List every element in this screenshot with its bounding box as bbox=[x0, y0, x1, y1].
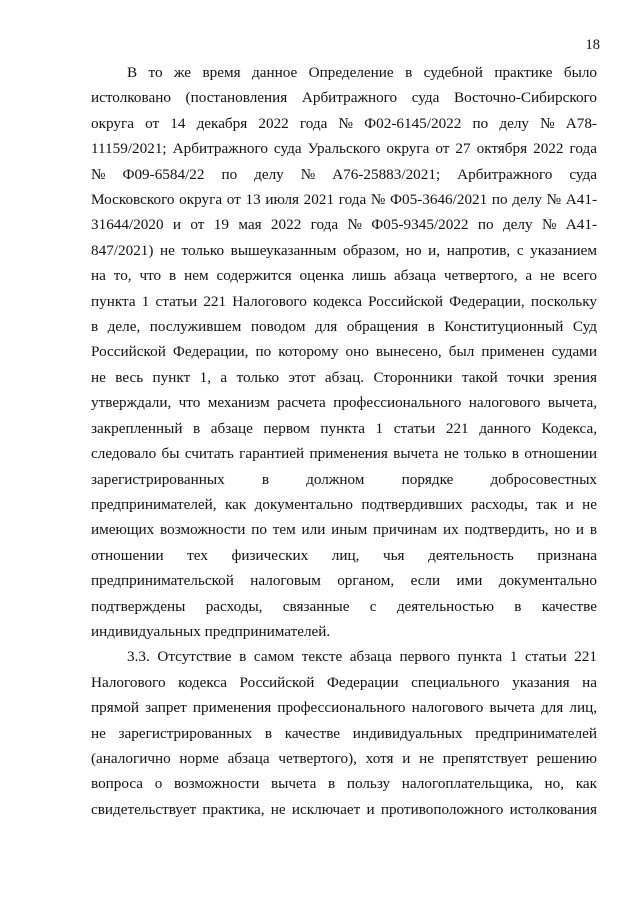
text-line: свидетельствует практика, не исключает и противоположного истолкования bbox=[91, 800, 597, 818]
text-line: имеющих возможности по тем или иным причинам их подтвердить, но и в bbox=[91, 521, 597, 539]
page-number: 18 bbox=[585, 37, 600, 53]
text-line: (аналогично норме абзаца четвертого), хотя и не препятствует решению bbox=[91, 749, 597, 767]
text-line: № Ф09-6584/22 по делу № А76-25883/2021; Арбитражного суда bbox=[91, 165, 597, 183]
text-line: зарегистрированных в должном порядке добросовестных bbox=[91, 470, 597, 488]
text-line: на то, что в нем содержится оценка лишь абзаца четвертого, а не всего bbox=[91, 267, 597, 285]
text-line: округа от 14 декабря 2022 года № Ф02-6145/2022 по делу № А78- bbox=[91, 114, 597, 132]
document-body bbox=[91, 60, 597, 822]
text-line: Налогового кодекса Российской Федерации специального указания на bbox=[91, 673, 597, 691]
text-line: не весь пункт 1, а только этот абзац. Сторонники такой точки зрения bbox=[91, 368, 597, 386]
text-line: пункта 1 статьи 221 Налогового кодекса Российской Федерации, поскольку bbox=[91, 292, 597, 310]
text-line: 31644/2020 и от 19 мая 2022 года № Ф05-9345/2022 по делу № А41- bbox=[91, 216, 597, 234]
text-line: 11159/2021; Арбитражного суда Уральского округа от 27 октября 2022 года bbox=[91, 140, 597, 158]
text-line: 3.3. Отсутствие в самом тексте абзаца первого пункта 1 статьи 221 bbox=[127, 648, 597, 666]
paragraph-2 bbox=[91, 644, 597, 822]
paragraph-1 bbox=[91, 60, 597, 644]
text-line: подтверждены расходы, связанные с деятельностью в качестве bbox=[91, 597, 597, 615]
text-line: прямой запрет применения профессионального налогового вычета для лиц, bbox=[91, 699, 597, 717]
text-line: не зарегистрированных в качестве индивидуальных предпринимателей bbox=[91, 724, 597, 742]
text-line: закрепленный в абзаце первом пункта 1 статьи 221 данного Кодекса, bbox=[91, 419, 597, 437]
text-line: в деле, послужившем поводом для обращения в Конституционный Суд bbox=[91, 318, 597, 336]
text-line: индивидуальных предпринимателей. bbox=[91, 622, 331, 640]
text-line: 847/2021) не только вышеуказанным образом, но и, напротив, с указанием bbox=[91, 241, 597, 259]
text-line: утверждали, что механизм расчета профессионального налогового вычета, bbox=[91, 394, 597, 412]
text-line: предпринимателей, как документально подтвердивших расходы, так и не bbox=[91, 495, 597, 513]
text-line: следовало бы считать гарантией применения вычета не только в отношении bbox=[91, 445, 597, 463]
text-line: Российской Федерации, по которому оно вынесено, был применен судами bbox=[91, 343, 597, 361]
text-line: предпринимательской налоговым органом, если ими документально bbox=[91, 572, 597, 590]
text-line: Московского округа от 13 июля 2021 года № Ф05-3646/2021 по делу № А41- bbox=[91, 191, 597, 209]
text-line: вопроса о возможности вычета в пользу налогоплательщика, но, как bbox=[91, 775, 597, 793]
text-line: В то же время данное Определение в судебной практике было bbox=[127, 64, 597, 81]
text-line: истолковано (постановления Арбитражного суда Восточно-Сибирского bbox=[91, 89, 597, 107]
text-line: отношении тех физических лиц, чья деятельность признана bbox=[91, 546, 597, 564]
